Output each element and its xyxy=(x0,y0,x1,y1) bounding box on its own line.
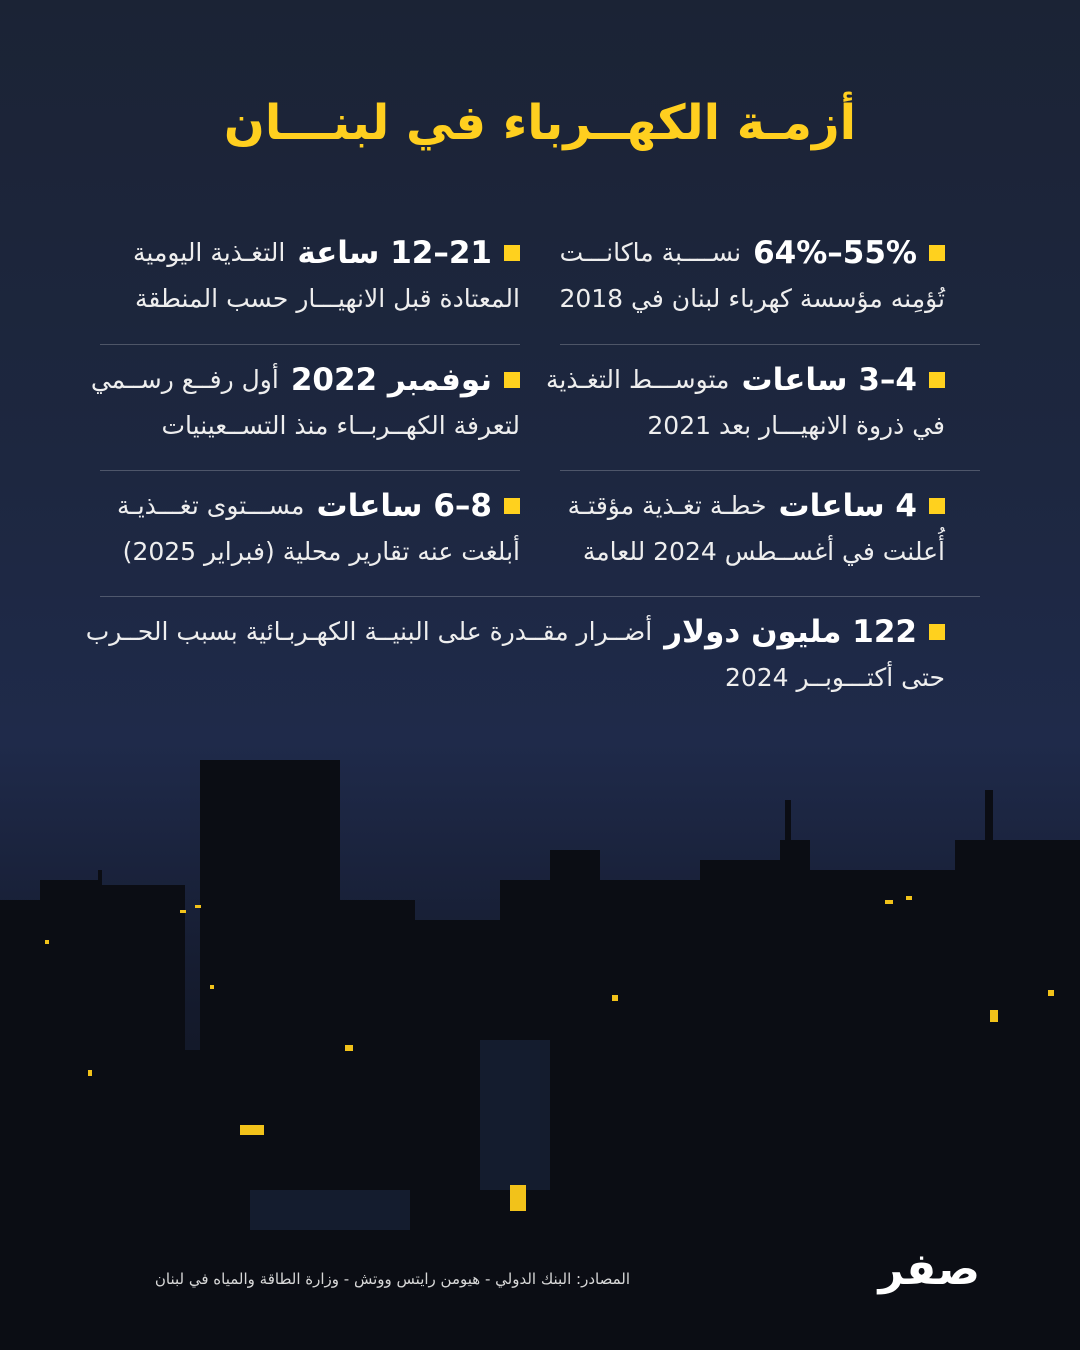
stat-detail: المعتادة قبل الانهيـــار حسب المنطقة xyxy=(135,284,520,313)
stat-text: أضــرار مقــدرة على البنيــة الكهـربـائية بسبب الحــرب xyxy=(85,617,653,646)
stat-highlight: 21–12 ساعة xyxy=(297,235,492,271)
stat-text: خطـة تغـذية مؤقتـة xyxy=(567,491,767,520)
bullet-marker xyxy=(929,498,945,514)
stat-highlight: 4 ساعات xyxy=(778,488,917,524)
stat-supply-share xyxy=(545,230,945,322)
bullet-marker xyxy=(504,498,520,514)
stat-daily-supply xyxy=(100,230,520,322)
stat-temporary-plan xyxy=(545,483,945,575)
bullet-marker xyxy=(929,372,945,388)
stat-detail: أبلغت عنه تقارير محلية (فبراير 2025) xyxy=(122,537,520,566)
stat-detail: أُعلنت في أغســطس 2024 للعامة xyxy=(582,537,945,566)
bullet-marker xyxy=(504,245,520,261)
divider xyxy=(100,596,980,597)
stat-text: متوســـط التغـذية xyxy=(546,365,730,394)
sources-note: المصادر: البنك الدولي - هيومن رايتس ووتش - وزارة الطاقة والمياه في لبنان xyxy=(154,1270,630,1288)
stat-text: أول رفــع رســمي xyxy=(90,365,279,394)
stat-text: مســـتوى تغـــذيـة xyxy=(117,491,305,520)
divider xyxy=(100,470,520,471)
page-title: أزمـة الكهــرباء في لبنـــان xyxy=(223,95,857,151)
bullet-marker xyxy=(504,372,520,388)
stat-detail: في ذروة الانهيـــار بعد 2021 xyxy=(647,411,945,440)
divider xyxy=(100,344,520,345)
stat-average-supply xyxy=(545,357,945,449)
stat-detail: حتى أكتـــوبــر 2024 xyxy=(724,663,945,692)
stat-highlight: 55%–64% xyxy=(753,235,917,271)
divider xyxy=(560,470,980,471)
stat-text: نســــبة ماكانـــت xyxy=(559,238,742,267)
stat-highlight: 4–3 ساعات xyxy=(741,362,917,398)
stat-tariff-raise xyxy=(90,357,520,449)
brand-logo: صفر xyxy=(878,1244,980,1295)
stat-detail: لتعرفة الكهــربــاء منذ التســعينيات xyxy=(161,411,520,440)
stat-highlight: نوفمبر 2022 xyxy=(290,362,492,398)
bullet-marker xyxy=(929,624,945,640)
stat-highlight: 122 مليون دولار xyxy=(664,614,917,650)
stat-text: التغـذية اليومية xyxy=(133,238,286,267)
stat-highlight: 8–6 ساعات xyxy=(316,488,492,524)
bullet-marker xyxy=(929,245,945,261)
stat-detail: تُؤمِنه مؤسسة كهرباء لبنان في 2018 xyxy=(559,284,945,313)
stat-reported-supply xyxy=(100,483,520,575)
divider xyxy=(560,344,980,345)
stat-war-damage xyxy=(85,609,945,701)
